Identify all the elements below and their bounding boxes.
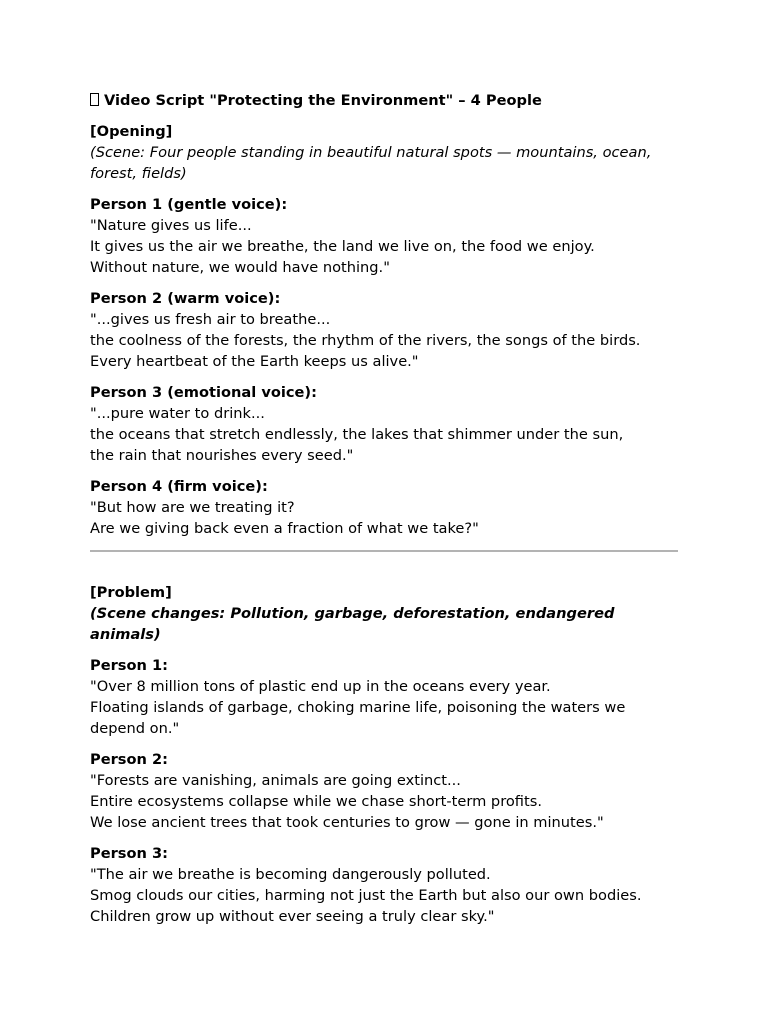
problem-section bbox=[90, 582, 680, 927]
speech-line: It gives us the air we breathe, the land we live on, the food we enjoy. bbox=[90, 238, 595, 255]
speech-line: Children grow up without ever seeing a truly clear sky." bbox=[90, 908, 495, 925]
opening-heading: [Opening] bbox=[90, 123, 173, 140]
opening-speech-4 bbox=[90, 476, 680, 539]
section-divider bbox=[90, 550, 678, 552]
speech-line: "But how are we treating it? bbox=[90, 499, 295, 516]
speech-line: "...pure water to drink... bbox=[90, 405, 265, 422]
speaker-label: Person 1 (gentle voice): bbox=[90, 196, 288, 213]
speaker-label: Person 3 (emotional voice): bbox=[90, 384, 317, 401]
speech-line: "Forests are vanishing, animals are going extinct... bbox=[90, 772, 461, 789]
speech-line: Without nature, we would have nothing." bbox=[90, 259, 390, 276]
opening-speech-3 bbox=[90, 382, 680, 466]
speech-line: "Nature gives us life... bbox=[90, 217, 252, 234]
document-title bbox=[90, 90, 680, 111]
speech-line: "Over 8 million tons of plastic end up in the oceans every year. bbox=[90, 678, 551, 695]
speech-line: "...gives us fresh air to breathe... bbox=[90, 311, 331, 328]
speaker-label: Person 3: bbox=[90, 845, 168, 862]
speech-line: Floating islands of garbage, choking marine life, poisoning the waters we depend on." bbox=[90, 699, 626, 737]
problem-speech-3 bbox=[90, 843, 680, 927]
opening-speech-2 bbox=[90, 288, 680, 372]
speech-line: Smog clouds our cities, harming not just the Earth but also our own bodies. bbox=[90, 887, 642, 904]
missing-glyph-icon bbox=[90, 93, 99, 106]
problem-heading: [Problem] bbox=[90, 584, 172, 601]
speaker-label: Person 4 (firm voice): bbox=[90, 478, 268, 495]
opening-section bbox=[90, 121, 680, 539]
speech-line: Every heartbeat of the Earth keeps us alive." bbox=[90, 353, 419, 370]
speech-line: Are we giving back even a fraction of what we take?" bbox=[90, 520, 479, 537]
opening-speech-1 bbox=[90, 194, 680, 278]
speech-line: Entire ecosystems collapse while we chase short-term profits. bbox=[90, 793, 542, 810]
opening-scene-direction: (Scene: Four people standing in beautiful natural spots — mountains, ocean, forest, fields) bbox=[90, 144, 652, 182]
speech-line: "The air we breathe is becoming dangerously polluted. bbox=[90, 866, 491, 883]
speaker-label: Person 1: bbox=[90, 657, 168, 674]
document-title-text: Video Script "Protecting the Environment" – 4 People bbox=[104, 92, 542, 109]
problem-scene-direction: (Scene changes: Pollution, garbage, deforestation, endangered animals) bbox=[90, 605, 615, 643]
speaker-label: Person 2 (warm voice): bbox=[90, 290, 281, 307]
document-page bbox=[90, 90, 680, 937]
speech-line: the coolness of the forests, the rhythm of the rivers, the songs of the birds. bbox=[90, 332, 641, 349]
speech-line: the oceans that stretch endlessly, the lakes that shimmer under the sun, bbox=[90, 426, 624, 443]
speech-line: the rain that nourishes every seed." bbox=[90, 447, 354, 464]
speaker-label: Person 2: bbox=[90, 751, 168, 768]
problem-speech-2 bbox=[90, 749, 680, 833]
problem-speech-1 bbox=[90, 655, 680, 739]
speech-line: We lose ancient trees that took centuries to grow — gone in minutes." bbox=[90, 814, 604, 831]
